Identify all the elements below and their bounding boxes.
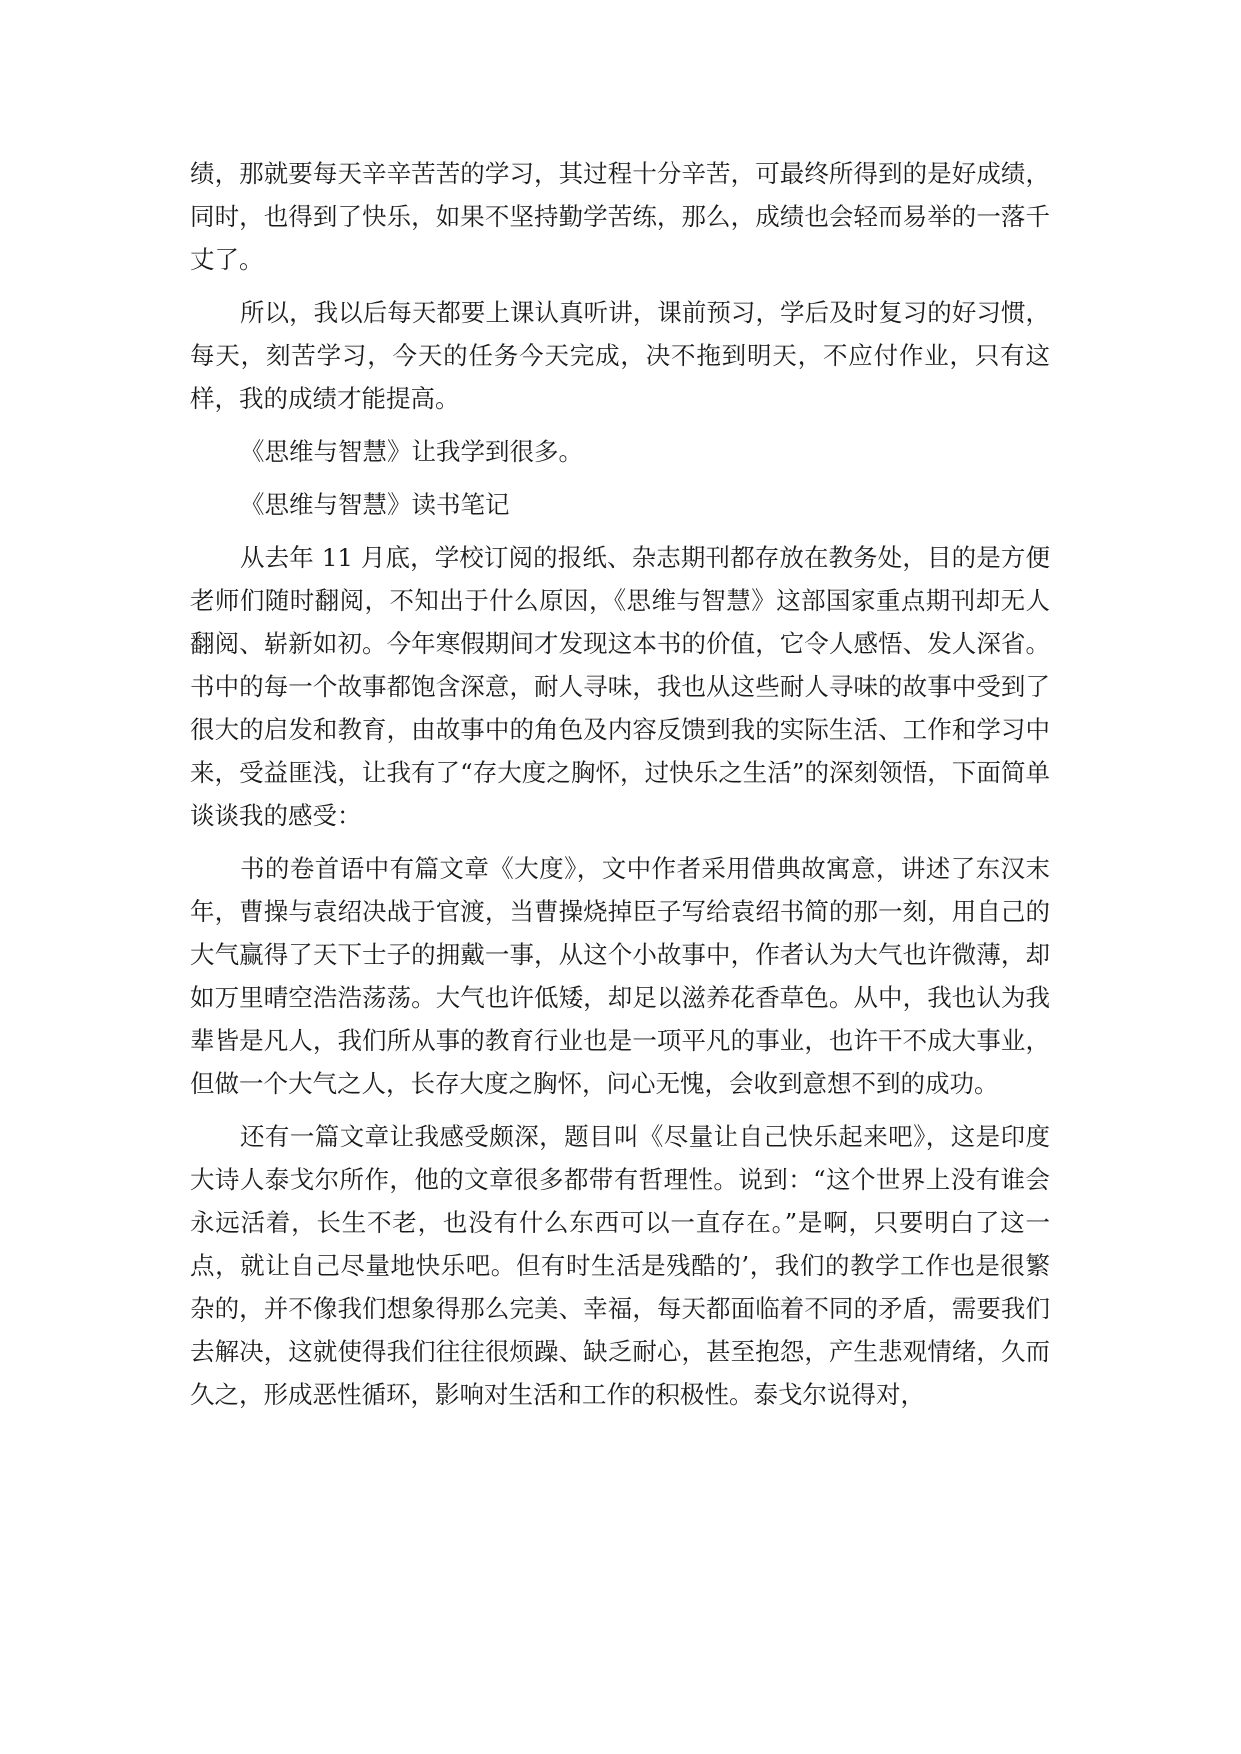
paragraph-6: 书的卷首语中有篇文章《大度》，文中作者采用借典故寓意，讲述了东汉末年，曹操与袁绍决战于官渡，当曹操烧掉臣子写给袁绍书简的那一刻，用自己的大气赢得了天下士子的拥戴一事，从这个小故事中，作者认为大气也许微薄，却如万里晴空浩浩荡荡。大气也许低矮，却足以滋养花香草色。从中，我也认为我辈皆是凡人，我们所从事的教育行业也是一项平凡的事业，也许干不成大事业，但做一个大气之人，长存大度之胸怀，问心无愧，会收到意想不到的成功。	[190, 854, 1050, 1098]
paragraph-2: 所以，我以后每天都要上课认真听讲，课前预习，学后及时复习的好习惯，每天，刻苦学习，今天的任务今天完成，决不拖到明天，不应付作业，只有这样，我的成绩才能提高。	[190, 298, 1050, 413]
paragraph-5: 从去年 11 月底，学校订阅的报纸、杂志期刊都存放在教务处，目的是方便老师们随时翻阅，不知出于什么原因，《思维与智慧》这部国家重点期刊却无人翻阅、崭新如初。今年寒假期间才发现这本书的价值，它令人感悟、发人深省。书中的每一个故事都饱含深意，耐人寻味，我也从这些耐人寻味的故事中受到了很大的启发和教育，由故事中的角色及内容反馈到我的实际生活、工作和学习中来，受益匪浅，让我有了“存大度之胸怀，过快乐之生活”的深刻领悟，下面简单谈谈我的感受：	[190, 543, 1050, 830]
paragraph-1: 绩，那就要每天辛辛苦苦的学习，其过程十分辛苦，可最终所得到的是好成绩，同时，也得到了快乐，如果不坚持勤学苦练，那么，成绩也会轻而易举的一落千丈了。	[190, 159, 1050, 274]
paragraph-3: 《思维与智慧》让我学到很多。	[240, 437, 583, 466]
paragraph-4-heading: 《思维与智慧》读书笔记	[240, 490, 510, 519]
document-body	[190, 152, 1050, 1426]
paragraph-7: 还有一篇文章让我感受颇深，题目叫《尽量让自己快乐起来吧》，这是印度大诗人泰戈尔所作，他的文章很多都带有哲理性。说到：“这个世界上没有谁会永远活着，长生不老，也没有什么东西可以一直存在。”是啊，只要明白了这一点，就让自己尽量地快乐吧。但有时生活是残酷的’，我们的教学工作也是很繁杂的，并不像我们想象得那么完美、幸福，每天都面临着不同的矛盾，需要我们去解决，这就使得我们往往很烦躁、缺乏耐心，甚至抱怨，产生悲观情绪，久而久之，形成恶性循环，影响对生活和工作的积极性。泰戈尔说得对，	[190, 1122, 1050, 1409]
